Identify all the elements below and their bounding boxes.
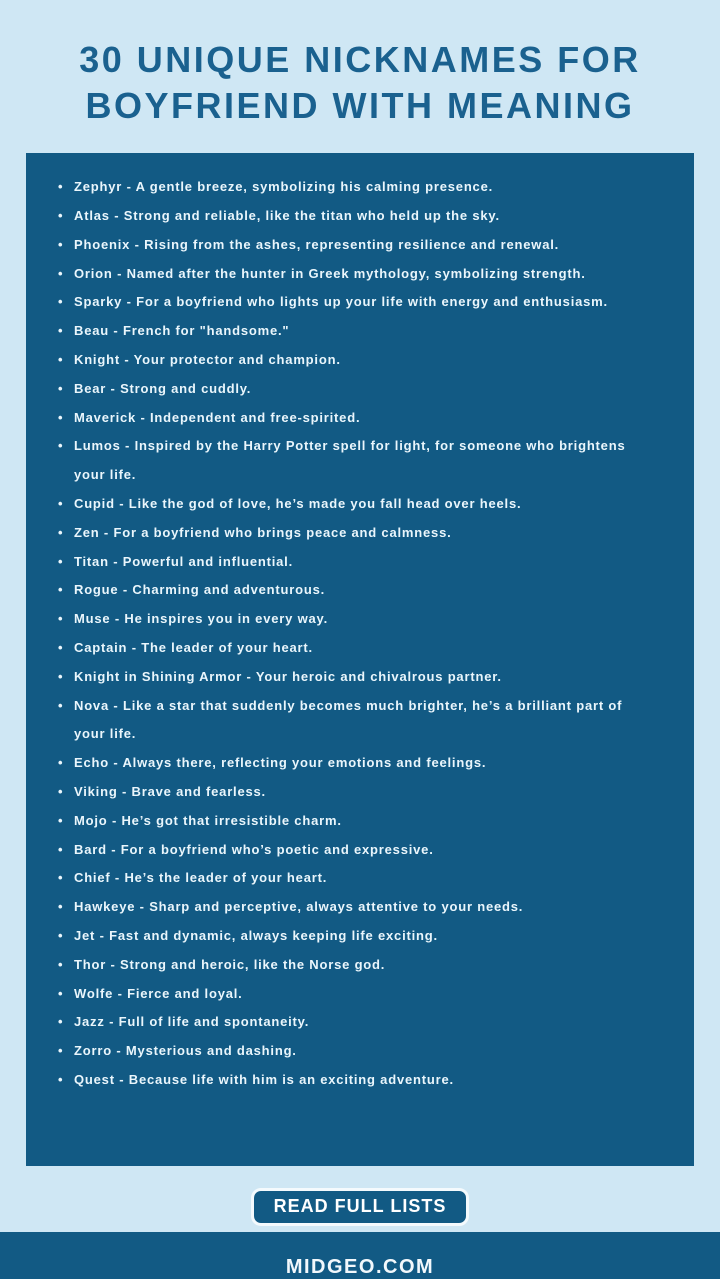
- separator: -: [110, 870, 125, 886]
- separator: -: [117, 783, 132, 799]
- page-title: [0, 24, 720, 129]
- list-item-text: [74, 778, 646, 807]
- list-item: [56, 1008, 646, 1037]
- separator: -: [111, 1043, 126, 1059]
- nickname: Orion: [74, 265, 113, 281]
- list-item-text: [74, 404, 646, 433]
- list-item-text: [74, 836, 646, 865]
- list-item-text: [74, 634, 646, 663]
- list-item-text: [74, 231, 646, 260]
- list-item: [56, 231, 646, 260]
- list-item: [56, 490, 646, 519]
- bullet-icon: •: [58, 1014, 64, 1030]
- list-item: [56, 893, 646, 922]
- separator: -: [108, 553, 123, 569]
- bullet-icon: •: [58, 841, 64, 857]
- meaning: Rising from the ashes, representing resilience and renewal.: [144, 236, 560, 252]
- nickname: Hawkeye: [74, 899, 136, 915]
- list-item: [56, 1037, 646, 1066]
- separator: -: [109, 323, 123, 339]
- bullet-icon: •: [58, 1043, 64, 1059]
- meaning: Strong and reliable, like the titan who held up the sky.: [123, 208, 500, 224]
- bullet-icon: •: [58, 323, 64, 339]
- bullet-icon: •: [58, 697, 64, 713]
- list-item: [56, 692, 646, 750]
- list-item-text: [74, 893, 646, 922]
- list-item: [56, 317, 646, 346]
- separator: -: [106, 841, 121, 857]
- list-item: [56, 922, 646, 951]
- list-item: [56, 807, 646, 836]
- list-item: [56, 288, 646, 317]
- nickname: Thor: [74, 956, 107, 972]
- nickname: Maverick: [74, 409, 137, 425]
- list-item-text: [74, 951, 646, 980]
- separator: -: [127, 639, 142, 655]
- list-item-text: [74, 1066, 646, 1095]
- list-item: [56, 260, 646, 289]
- separator: -: [135, 899, 150, 915]
- separator: -: [107, 812, 122, 828]
- list-item-text: [74, 432, 646, 490]
- list-item: [56, 836, 646, 865]
- list-item: [56, 951, 646, 980]
- meaning: For a boyfriend who’s poetic and expressive.: [120, 841, 434, 857]
- list-item: [56, 202, 646, 231]
- separator: -: [122, 179, 136, 195]
- bullet-icon: •: [58, 553, 64, 569]
- meaning: Like the god of love, he’s made you fall head over heels.: [128, 495, 522, 511]
- bullet-icon: •: [58, 985, 64, 1001]
- bullet-icon: •: [58, 1071, 64, 1087]
- pin-page: [0, 24, 720, 1279]
- nickname: Chief: [74, 870, 111, 886]
- meaning: For a boyfriend who lights up your life with energy and enthusiasm.: [136, 294, 608, 310]
- nickname: Zen: [74, 524, 100, 540]
- list-item-text: [74, 749, 646, 778]
- list-item-text: [74, 375, 646, 404]
- meaning: Your protector and champion.: [133, 352, 341, 367]
- nickname: Sparky: [74, 294, 123, 310]
- bullet-icon: •: [58, 639, 64, 655]
- bullet-icon: •: [58, 294, 64, 310]
- nickname: Knight in Shining Armor: [74, 668, 243, 684]
- nickname: Knight: [74, 352, 120, 367]
- list-item: [56, 375, 646, 404]
- list-item-text: [74, 576, 646, 605]
- read-full-lists-button[interactable]: READ FULL LISTS: [251, 1188, 470, 1226]
- list-item-text: [74, 202, 646, 231]
- separator: -: [109, 208, 124, 224]
- nickname: Phoenix: [74, 236, 131, 252]
- site-name: MIDGEO.COM: [285, 1256, 435, 1279]
- separator: -: [109, 697, 123, 713]
- nickname: Cupid: [74, 495, 115, 511]
- nickname: Rogue: [74, 582, 119, 598]
- nickname: Atlas: [74, 208, 110, 224]
- list-item: [56, 634, 646, 663]
- separator: -: [108, 755, 123, 771]
- list-item: [56, 548, 646, 577]
- meaning: Always there, reflecting your emotions and feelings.: [122, 755, 487, 771]
- nickname: Echo: [74, 755, 109, 771]
- list-item: [56, 576, 646, 605]
- bullet-icon: •: [58, 380, 64, 396]
- bullet-icon: •: [58, 352, 64, 367]
- meaning: Sharp and perceptive, always attentive to your needs.: [149, 899, 524, 915]
- list-item: [56, 663, 646, 692]
- separator: -: [122, 294, 137, 310]
- list-item-text: [74, 519, 646, 548]
- bullet-icon: •: [58, 755, 64, 771]
- list-item: [56, 432, 646, 490]
- separator: -: [110, 611, 125, 627]
- separator: -: [114, 495, 129, 511]
- separator: -: [113, 985, 128, 1001]
- nickname: Captain: [74, 639, 128, 655]
- meaning: Fierce and loyal.: [127, 985, 243, 1001]
- nickname: Beau: [74, 323, 109, 339]
- nickname: Titan: [74, 553, 109, 569]
- nickname: Zorro: [74, 1043, 112, 1059]
- list-item: [56, 749, 646, 778]
- list-item: [56, 864, 646, 893]
- list-item-text: [74, 548, 646, 577]
- meaning: Inspired by the Harry Potter spell for light, for someone who brightens your life.: [74, 438, 626, 483]
- list-item: [56, 1066, 646, 1095]
- list-item-text: [74, 807, 646, 836]
- meaning: Named after the hunter in Greek mythology, symbolizing strength.: [126, 265, 586, 281]
- page-title-line-2: BOYFRIEND WITH MEANING: [85, 85, 635, 127]
- separator: -: [242, 668, 256, 684]
- meaning: Independent and free-spirited.: [150, 409, 361, 425]
- list-item: [56, 519, 646, 548]
- bullet-icon: •: [58, 265, 64, 281]
- nickname: Zephyr: [74, 179, 123, 195]
- meaning: Fast and dynamic, always keeping life exciting.: [109, 927, 438, 943]
- bullet-icon: •: [58, 409, 64, 425]
- nickname-panel: [26, 153, 694, 1166]
- bullet-icon: •: [58, 927, 64, 943]
- meaning: Strong and heroic, like the Norse god.: [120, 956, 386, 972]
- meaning: Charming and adventurous.: [132, 582, 326, 598]
- list-item: [56, 346, 646, 375]
- list-item: [56, 605, 646, 634]
- meaning: Like a star that suddenly becomes much brighter, he’s a brilliant part of your life.: [74, 697, 623, 742]
- bullet-icon: •: [58, 611, 64, 627]
- list-item-text: [74, 692, 646, 750]
- nickname-list: [56, 173, 646, 1095]
- meaning: For a boyfriend who brings peace and calmness.: [113, 524, 452, 540]
- list-item-text: [74, 1037, 646, 1066]
- list-item-text: [74, 864, 646, 893]
- list-item-text: [74, 663, 646, 692]
- nickname: Muse: [74, 611, 111, 627]
- page-title-line-1: 30 UNIQUE NICKNAMES FOR: [79, 39, 641, 81]
- list-item-text: [74, 288, 646, 317]
- separator: -: [106, 380, 121, 396]
- separator: -: [114, 1071, 129, 1087]
- list-item-text: [74, 260, 646, 289]
- nickname: Lumos: [74, 438, 121, 454]
- nickname: Wolfe: [74, 985, 114, 1001]
- meaning: Strong and cuddly.: [120, 380, 252, 396]
- separator: -: [112, 265, 127, 281]
- bullet-icon: •: [58, 870, 64, 886]
- bullet-icon: •: [58, 438, 64, 454]
- bullet-icon: •: [58, 956, 64, 972]
- list-item-text: [74, 173, 646, 202]
- bullet-icon: •: [58, 582, 64, 598]
- meaning: Your heroic and chivalrous partner.: [255, 668, 502, 684]
- bullet-icon: •: [58, 783, 64, 799]
- separator: -: [106, 956, 121, 972]
- meaning: He’s got that irresistible charm.: [121, 812, 342, 828]
- nickname: Mojo: [74, 812, 108, 828]
- list-item-text: [74, 980, 646, 1009]
- nickname: Quest: [74, 1071, 115, 1087]
- bullet-icon: •: [58, 668, 64, 684]
- meaning: The leader of your heart.: [141, 639, 313, 655]
- list-item-text: [74, 922, 646, 951]
- meaning: He inspires you in every way.: [124, 611, 328, 627]
- list-item: [56, 980, 646, 1009]
- meaning: Because life with him is an exciting adventure.: [128, 1071, 454, 1087]
- separator: -: [95, 927, 110, 943]
- bullet-icon: •: [58, 236, 64, 252]
- list-item-text: [74, 317, 646, 346]
- separator: -: [118, 582, 133, 598]
- nickname: Bear: [74, 380, 107, 396]
- list-item-text: [74, 490, 646, 519]
- list-item-text: [74, 605, 646, 634]
- meaning: Mysterious and dashing.: [125, 1043, 297, 1059]
- nickname: Jazz: [74, 1014, 105, 1030]
- bullet-icon: •: [58, 495, 64, 511]
- nickname: Bard: [74, 841, 107, 857]
- list-item: [56, 778, 646, 807]
- separator: -: [130, 236, 145, 252]
- separator: -: [99, 524, 114, 540]
- separator: -: [120, 438, 135, 454]
- list-item: [56, 404, 646, 433]
- list-item: [56, 173, 646, 202]
- separator: -: [104, 1014, 119, 1030]
- meaning: Powerful and influential.: [122, 553, 294, 569]
- bullet-icon: •: [58, 899, 64, 915]
- list-item-text: [74, 346, 646, 375]
- nickname: Jet: [74, 927, 96, 943]
- bullet-icon: •: [58, 179, 64, 195]
- bullet-icon: •: [58, 208, 64, 224]
- meaning: French for "handsome.": [122, 323, 290, 339]
- nickname: Viking: [74, 783, 118, 799]
- separator: -: [136, 409, 151, 425]
- meaning: A gentle breeze, symbolizing his calming presence.: [135, 179, 494, 195]
- meaning: He’s the leader of your heart.: [124, 870, 328, 886]
- separator: -: [119, 352, 134, 367]
- footer-bar: [0, 1232, 720, 1279]
- bullet-icon: •: [58, 524, 64, 540]
- meaning: Full of life and spontaneity.: [118, 1014, 310, 1030]
- nickname: Nova: [74, 697, 109, 713]
- meaning: Brave and fearless.: [131, 783, 266, 799]
- bullet-icon: •: [58, 812, 64, 828]
- list-item-text: [74, 1008, 646, 1037]
